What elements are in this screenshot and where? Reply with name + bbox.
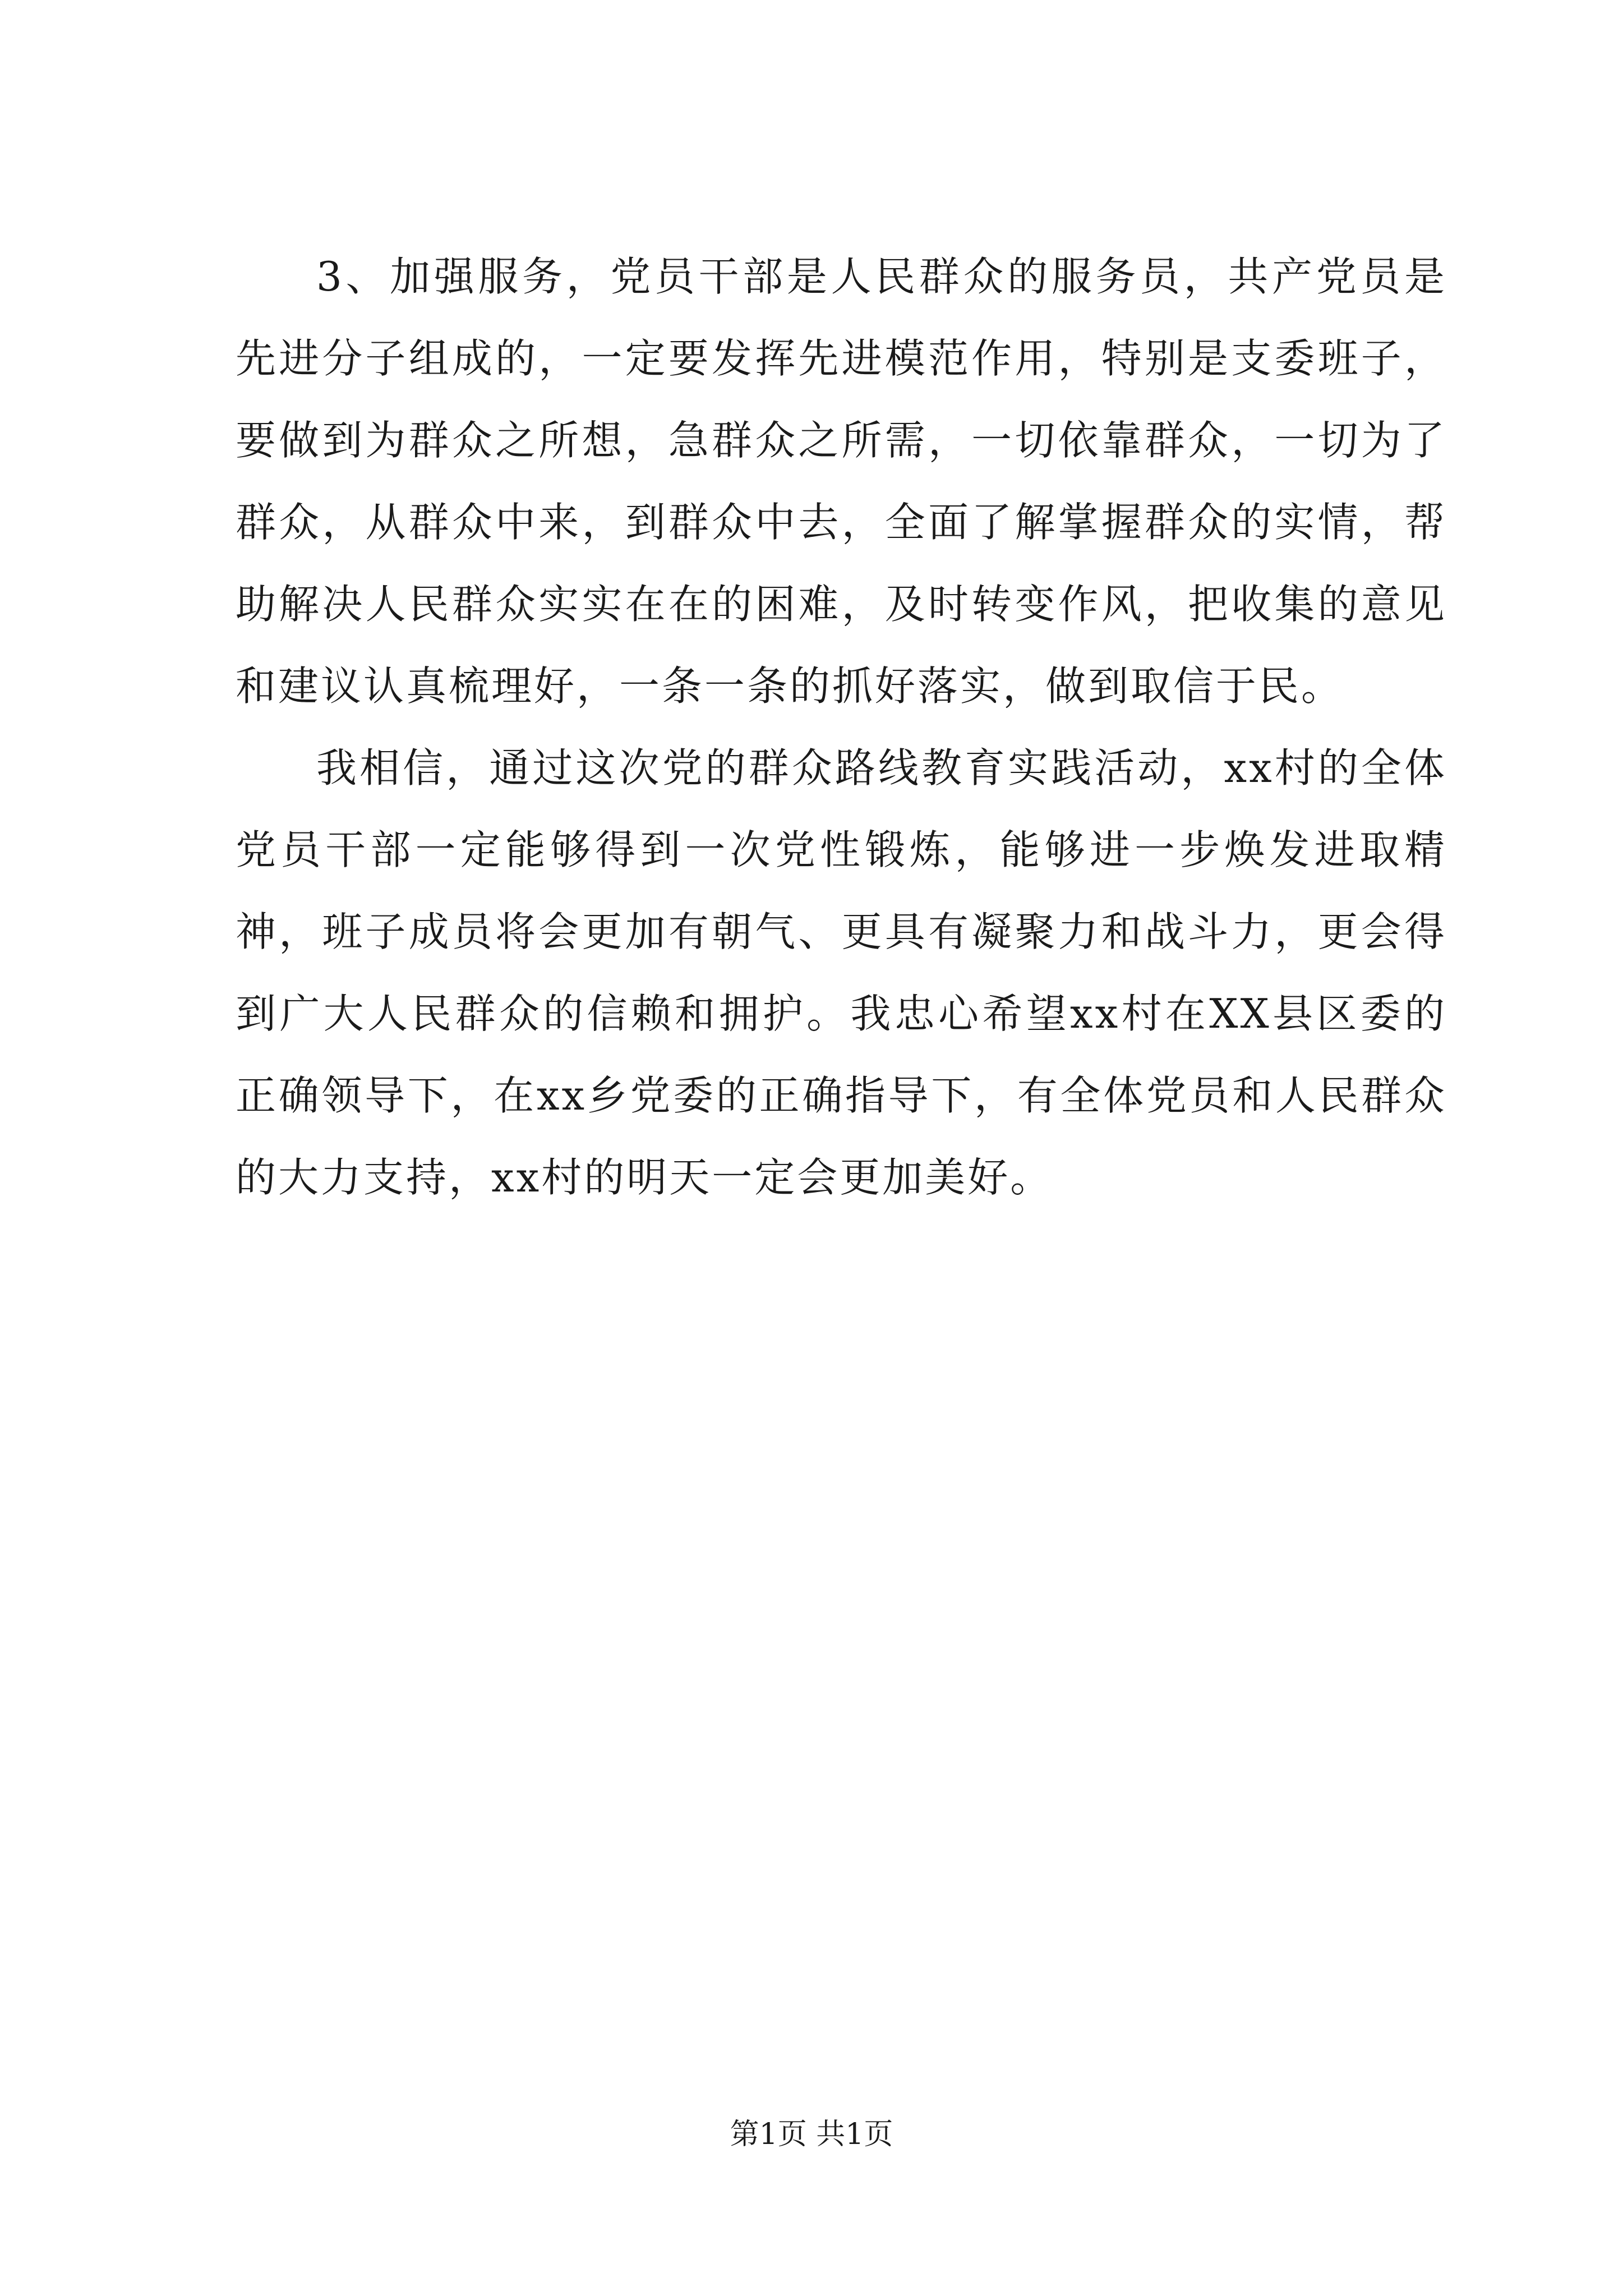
paragraph-service: 3、加强服务，党员干部是人民群众的服务员，共产党员是先进分子组成的，一定要发挥先进模范作用，特别是支委班子，要做到为群众之所想，急群众之所需，一切依靠群众，一切为了群众，从群众中来，到群众中去，全面了解掌握群众的实情，帮助解决人民群众实实在在的困难，及时转变作风，把收集的意见和建议认真梳理好，一条一条的抓好落实，做到取信于民。 (236, 253, 1447, 710)
page-footer: 第1页 共1页 (730, 2118, 893, 2151)
document-body (236, 236, 1447, 1218)
paragraph-conclusion: 我相信，通过这次党的群众路线教育实践活动，xx村的全体党员干部一定能够得到一次党性锻炼，能够进一步焕发进取精神，班子成员将会更加有朝气、更具有凝聚力和战斗力，更会得到广大人民群众的信赖和拥护。我忠心希望xx村在XX县区委的正确领导下，在xx乡党委的正确指导下，有全体党员和人民群众的大力支持，xx村的明天一定会更加美好。 (236, 744, 1447, 1201)
